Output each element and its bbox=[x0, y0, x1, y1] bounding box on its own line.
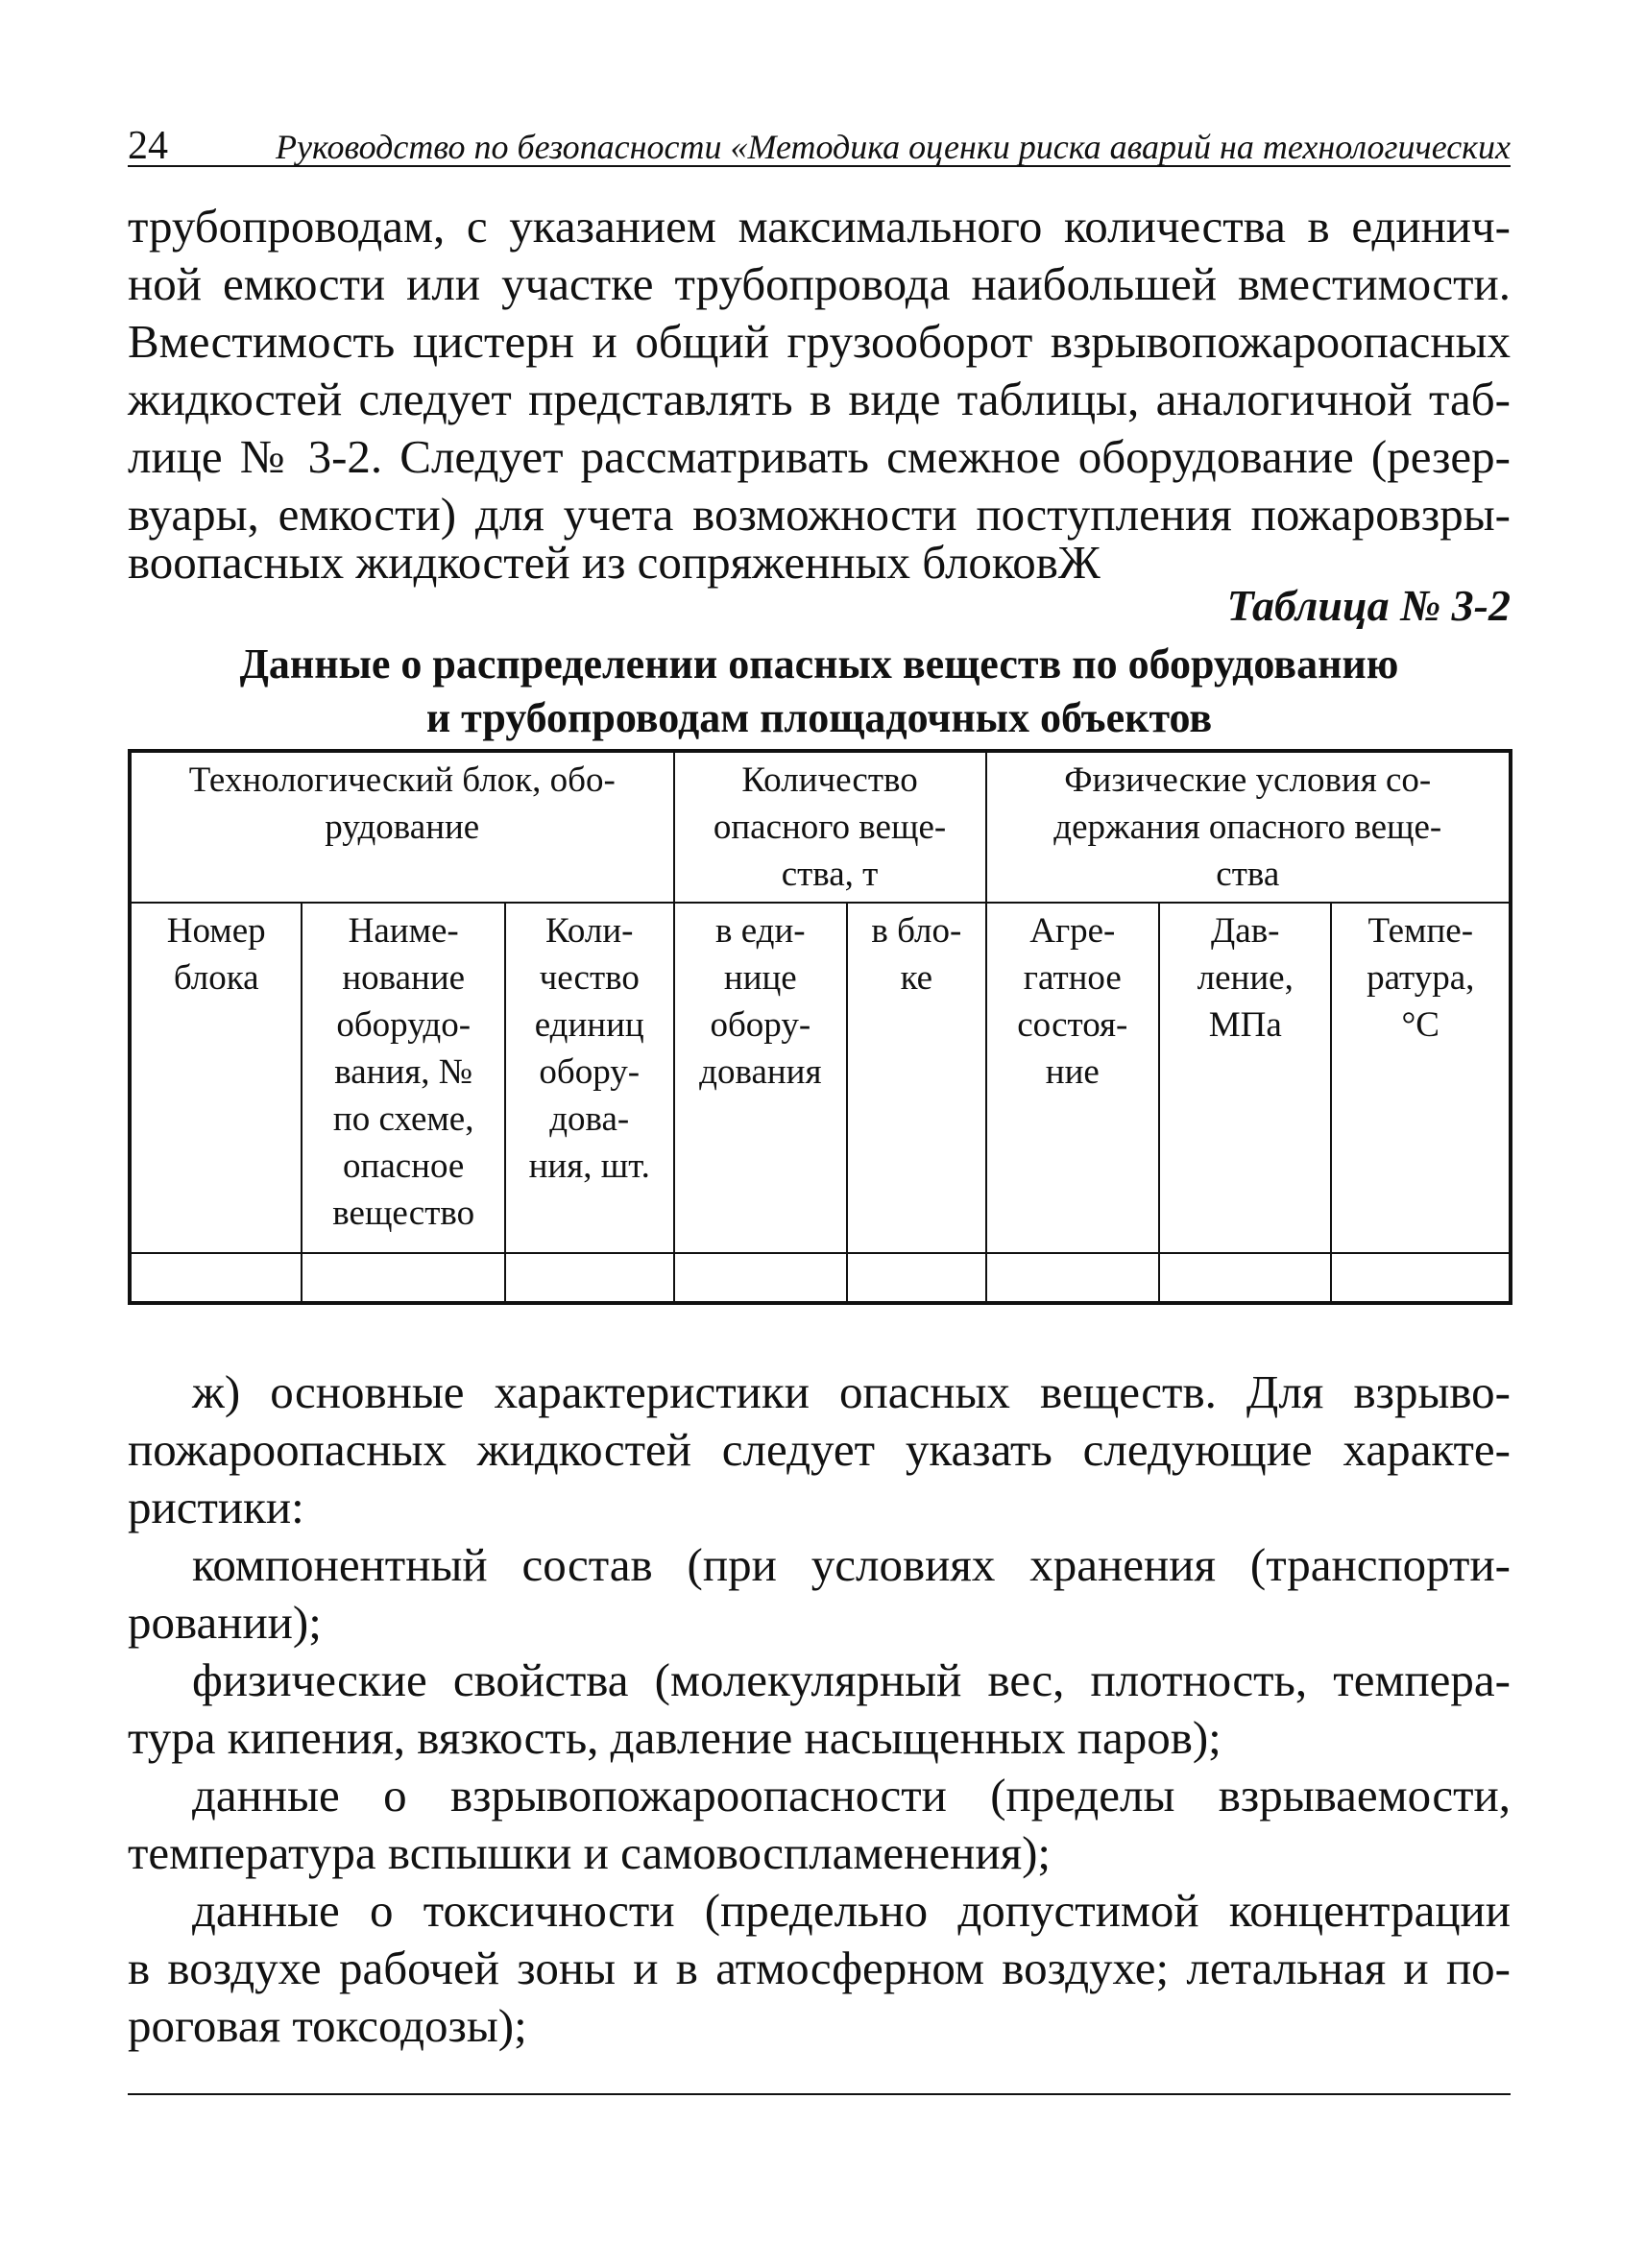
header-cell: Количество опасного веще- ства, т bbox=[674, 751, 986, 903]
header-cell: Технологический блок, обо- рудование bbox=[130, 751, 674, 903]
running-title: Руководство по безопасности «Методика оценки риска аварий на технологических bbox=[276, 128, 1511, 166]
header-cell: Коли- чество единиц обору- дова- ния, шт. bbox=[505, 903, 674, 1253]
intro-line: жидкостей следует представлять в виде таблицы, аналогичной таб- bbox=[128, 373, 1511, 425]
table-sub-header-row bbox=[130, 903, 1511, 1253]
body-line: пожароопасных жидкостей следует указать следующие характе- bbox=[128, 1423, 1511, 1476]
body-line: ристики: bbox=[128, 1481, 304, 1533]
table-cell bbox=[674, 1253, 848, 1303]
body-line: роговая токсодозы); bbox=[128, 1999, 527, 2052]
body-line: тура кипения, вязкость, давление насыщенных паров); bbox=[128, 1711, 1222, 1764]
header-cell: Агре- гатное состоя- ние bbox=[986, 903, 1160, 1253]
body-line: данные о взрывопожароопасности (пределы взрываемости, bbox=[192, 1769, 1511, 1822]
table-row bbox=[130, 1253, 1511, 1303]
table-cell bbox=[505, 1253, 674, 1303]
body-line: компонентный состав (при условиях хранения (транспорти- bbox=[192, 1538, 1511, 1591]
body-line: физические свойства (молекулярный вес, плотность, темпера- bbox=[192, 1653, 1511, 1706]
intro-line: вуары, емкости) для учета возможности поступления пожаровзры- bbox=[128, 488, 1511, 541]
body-line: в воздухе рабочей зоны и в атмосферном воздухе; летальная и по- bbox=[128, 1942, 1511, 1994]
intro-line: лице № 3-2. Следует рассматривать смежное оборудование (резер- bbox=[128, 430, 1511, 483]
table-cell bbox=[130, 1253, 302, 1303]
intro-line: ной емкости или участке трубопровода наибольшей вместимости. bbox=[128, 257, 1511, 310]
table-cell bbox=[302, 1253, 505, 1303]
header-rule bbox=[128, 165, 1511, 167]
table-number: Таблица № 3-2 bbox=[1226, 581, 1511, 630]
header-cell: Дав- ление, МПа bbox=[1159, 903, 1331, 1253]
body-line: данные о токсичности (предельно допустимой концентрации bbox=[192, 1884, 1511, 1937]
intro-line: трубопроводам, с указанием максимального количества в единич- bbox=[128, 200, 1511, 253]
intro-line: Вместимость цистерн и общий грузооборот взрывопожароопасных bbox=[128, 315, 1511, 368]
body-line: ровании); bbox=[128, 1596, 322, 1649]
header-cell: Физические условия со- держания опасного веще- ства bbox=[986, 751, 1511, 903]
header-cell: Темпе- ратура, °C bbox=[1331, 903, 1511, 1253]
table-cell bbox=[1331, 1253, 1511, 1303]
table-cell bbox=[1159, 1253, 1331, 1303]
table-group-header-row bbox=[130, 751, 1511, 903]
footer-rule bbox=[128, 2093, 1511, 2095]
header-cell: в еди- нице обору- дования bbox=[674, 903, 848, 1253]
header-cell: Наиме- нование оборудо- вания, № по схеме, опасное вещество bbox=[302, 903, 505, 1253]
intro-line: воопасных жидкостей из сопряженных блоковЖ bbox=[128, 536, 1101, 589]
page-number: 24 bbox=[128, 124, 168, 168]
header-cell: Номер блока bbox=[130, 903, 302, 1253]
table-caption: Данные о распределении опасных веществ по оборудованию bbox=[239, 640, 1399, 688]
table-cell bbox=[847, 1253, 985, 1303]
body-line: температура вспышки и самовоспламенения); bbox=[128, 1826, 1052, 1879]
body-line: ж) основные характеристики опасных веществ. Для взрыво- bbox=[192, 1365, 1511, 1418]
table-caption: и трубопроводам площадочных объектов bbox=[425, 694, 1213, 741]
table-cell bbox=[986, 1253, 1160, 1303]
distribution-table bbox=[128, 749, 1512, 1305]
header-cell: в бло- ке bbox=[847, 903, 985, 1253]
